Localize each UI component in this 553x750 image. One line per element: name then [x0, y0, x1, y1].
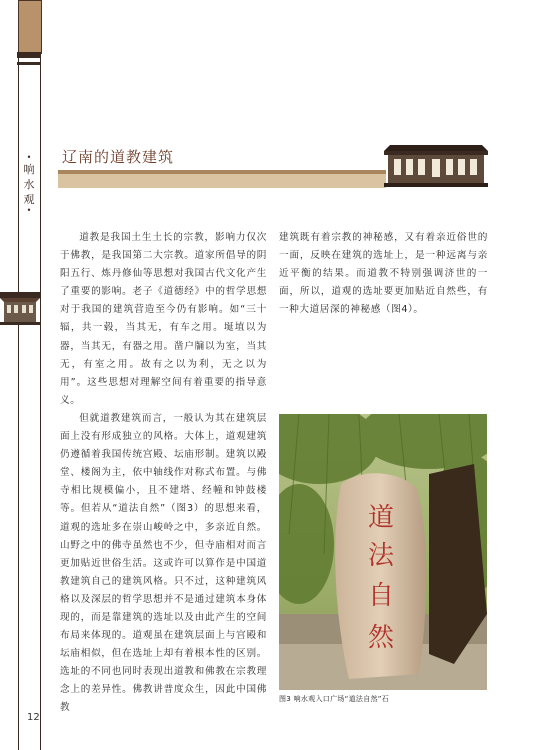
margin-post-knob: [17, 52, 41, 58]
header-building-icon: [384, 141, 488, 187]
running-title-char: 水: [23, 178, 35, 191]
daofaziran-stone-photo: [279, 414, 487, 690]
side-building-icon: [0, 286, 40, 326]
running-title: • 响 水 观 •: [23, 153, 35, 215]
paragraph: 但就道教建筑而言，一般认为其在建筑层面上没有形成独立的风格。大体上，道观建筑仍遵循着我国传统宫殿、坛庙形制。建筑以殿堂、楼阁为主，依中轴线作对称式布置。与佛寺相比规模偏小，且不建塔、经幢和钟鼓楼等。但若从“道法自然”（图3）的思想来看，道观的选址多在崇山峻岭之中，多亲近自然。山野之中的佛寺虽然也不少，但寺庙相对而言更加贴近世俗生活。这或许可以算作是中国道教建筑自己的建筑风格。只不过，这种建筑风格以及深层的哲学思想并不是通过建筑本身体现的，而是靠建筑的选址以及由此产生的空间布局来体现的。道观虽在建筑层面上与宫殿和坛庙相似，但在选址上却有着根本性的区别。选址的不同也同时表现出道教和佛教在宗教理念上的差异性。佛教讲普度众生，因此中国佛教: [60, 412, 267, 714]
paragraph: 道教是我国土生土长的宗教，影响力仅次于佛教，是我国第二大宗教。道家所倡导的阴阳五行、炼丹修仙等思想对我国古代文化产生了重要的影响。老子《道德经》中的哲学思想对于我国的建筑营造至今仍有影响。如“三十辐，共一毂，当其无，有车之用。埏埴以为器，当其无，有器之用。凿户牖以为室，当其无，有室之用。故有之以为利，无之以为用”。这些思想对理解空间有着重要的指导意义。: [60, 232, 267, 406]
running-title-char: 观: [23, 193, 35, 206]
margin-post-knob: [17, 62, 41, 65]
paragraph: 建筑既有着宗教的神秘感，又有着亲近俗世的一面，反映在建筑的选址上，是一种远离与亲近平衡的结果。而道教不特别强调济世的一面，所以，道观的选址要更加贴近自然些，有一种大道居深的神秘感（图4）。: [279, 232, 488, 316]
stone-char: 法: [367, 541, 395, 571]
stone-char: 道: [367, 503, 395, 533]
text-column-left: [60, 229, 267, 718]
running-title-char: 响: [23, 163, 35, 176]
section-title: 辽南的道教建筑: [62, 148, 175, 166]
header-band: [58, 170, 386, 188]
margin-line-inner: [40, 52, 41, 750]
text-column-right: [279, 229, 488, 319]
stone-char: 自: [367, 581, 395, 611]
stone-char: 然: [367, 623, 395, 653]
figure-photo: [279, 414, 487, 690]
margin-post-top: [18, 0, 42, 54]
page-number: 12: [27, 712, 40, 723]
margin-line-outer: [18, 52, 19, 750]
figure-caption: 图3 响水观入口广场“道法自然”石: [279, 695, 390, 703]
